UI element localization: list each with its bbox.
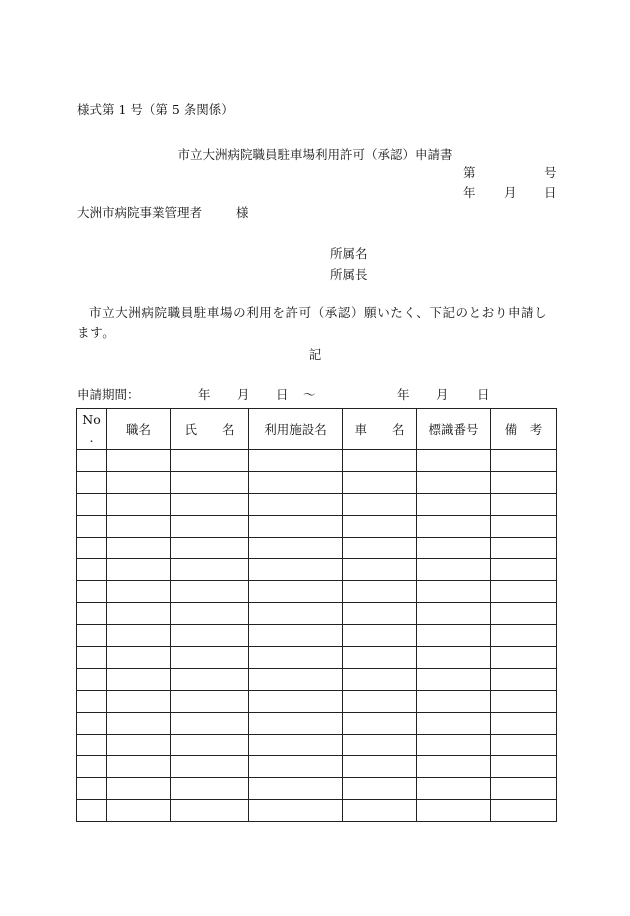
plate-cell [417,450,491,472]
facility-cell [249,647,343,669]
vehicle-table [76,408,557,822]
remarks-cell [491,800,557,822]
car-cell [343,756,417,778]
addressee-honorific: 様 [236,205,249,220]
table-row [77,756,557,778]
position-cell [107,778,171,800]
facility-cell [249,668,343,690]
name-cell [171,559,249,581]
facility-cell [249,800,343,822]
date-day-label: 日 [544,185,557,200]
remarks-cell [491,778,557,800]
no-cell [77,559,107,581]
facility-cell [249,603,343,625]
plate-cell [417,690,491,712]
plate-cell [417,756,491,778]
no-cell [77,625,107,647]
name-cell [171,668,249,690]
name-cell [171,537,249,559]
position-cell [107,515,171,537]
no-cell [77,668,107,690]
table-row [77,581,557,603]
table-row [77,603,557,625]
no-cell [77,515,107,537]
facility-cell [249,734,343,756]
plate-cell [417,625,491,647]
facility-cell [249,756,343,778]
plate-cell [417,778,491,800]
car-cell [343,734,417,756]
no-cell [77,712,107,734]
table-row [77,778,557,800]
table-row [77,625,557,647]
department-label: 所属名 [330,246,368,261]
remarks-cell [491,668,557,690]
period-end-year: 年 [397,387,410,402]
remarks-cell [491,450,557,472]
name-cell [171,712,249,734]
period-end-day: 日 [477,387,490,402]
facility-cell [249,493,343,515]
table-row [77,668,557,690]
facility-cell [249,515,343,537]
ki-heading: 記 [308,347,322,362]
car-cell [343,581,417,603]
position-cell [107,712,171,734]
table-row [77,515,557,537]
name-cell [171,734,249,756]
remarks-cell [491,537,557,559]
no-cell [77,647,107,669]
request-body-text: 市立大洲病院職員駐車場の利用を許可（承認）願いたく、下記のとおり申請します。 [77,305,548,340]
no-cell [77,778,107,800]
period-start-year: 年 [198,387,211,402]
plate-cell [417,515,491,537]
car-cell [343,778,417,800]
document-title: 市立大洲病院職員駐車場利用許可（承認）申請書 [177,147,453,162]
position-cell [107,647,171,669]
car-cell [343,471,417,493]
no-cell [77,690,107,712]
no-cell [77,756,107,778]
plate-cell [417,647,491,669]
period-label: 申請期間： [77,387,140,402]
position-cell [107,493,171,515]
header-no [77,409,107,450]
doc-number-prefix: 第 [463,165,476,180]
name-cell [171,581,249,603]
name-cell [171,778,249,800]
remarks-cell [491,559,557,581]
plate-cell [417,603,491,625]
car-cell [343,800,417,822]
position-cell [107,734,171,756]
header-no-dot: . [89,430,94,445]
header-car: 車 名 [343,409,417,450]
doc-number-suffix: 号 [544,165,557,180]
header-name: 氏 名 [171,409,249,450]
car-cell [343,559,417,581]
chief-label: 所属長 [330,267,368,282]
facility-cell [249,581,343,603]
plate-cell [417,734,491,756]
name-cell [171,450,249,472]
table-row [77,800,557,822]
position-cell [107,471,171,493]
car-cell [343,690,417,712]
table-row [77,450,557,472]
table-row [77,559,557,581]
position-cell [107,625,171,647]
name-cell [171,471,249,493]
plate-cell [417,581,491,603]
car-cell [343,493,417,515]
remarks-cell [491,625,557,647]
car-cell [343,450,417,472]
plate-cell [417,559,491,581]
remarks-cell [491,756,557,778]
name-cell [171,603,249,625]
plate-cell [417,537,491,559]
name-cell [171,647,249,669]
period-start-day: 日 [276,387,289,402]
plate-cell [417,712,491,734]
position-cell [107,537,171,559]
table-header-row [77,409,557,450]
no-cell [77,603,107,625]
facility-cell [249,690,343,712]
remarks-cell [491,647,557,669]
car-cell [343,647,417,669]
car-cell [343,515,417,537]
no-cell [77,734,107,756]
remarks-cell [491,690,557,712]
period-range-tilde: 〜 [303,387,316,402]
date-month-label: 月 [504,185,517,200]
facility-cell [249,559,343,581]
remarks-cell [491,581,557,603]
car-cell [343,603,417,625]
remarks-cell [491,712,557,734]
no-cell [77,493,107,515]
addressee-name: 大洲市病院事業管理者 [77,205,203,220]
no-cell [77,800,107,822]
position-cell [107,668,171,690]
position-cell [107,581,171,603]
table-row [77,493,557,515]
facility-cell [249,712,343,734]
facility-cell [249,778,343,800]
no-cell [77,471,107,493]
header-plate: 標識番号 [417,409,491,450]
name-cell [171,756,249,778]
car-cell [343,712,417,734]
facility-cell [249,537,343,559]
table-row [77,647,557,669]
facility-cell [249,625,343,647]
remarks-cell [491,493,557,515]
period-end-month: 月 [436,387,449,402]
facility-cell [249,450,343,472]
table-row [77,537,557,559]
table-row [77,471,557,493]
position-cell [107,559,171,581]
position-cell [107,800,171,822]
header-no-text: No [82,412,101,427]
plate-cell [417,668,491,690]
remarks-cell [491,734,557,756]
remarks-cell [491,471,557,493]
period-start-month: 月 [237,387,250,402]
plate-cell [417,800,491,822]
position-cell [107,450,171,472]
name-cell [171,800,249,822]
date-year-label: 年 [463,185,476,200]
facility-cell [249,471,343,493]
car-cell [343,625,417,647]
plate-cell [417,471,491,493]
table-row [77,734,557,756]
plate-cell [417,493,491,515]
table-row [77,712,557,734]
header-remarks: 備 考 [491,409,557,450]
position-cell [107,603,171,625]
position-cell [107,756,171,778]
name-cell [171,690,249,712]
remarks-cell [491,603,557,625]
table-row [77,690,557,712]
name-cell [171,515,249,537]
no-cell [77,450,107,472]
header-facility: 利用施設名 [249,409,343,450]
no-cell [77,537,107,559]
no-cell [77,581,107,603]
table-body [77,450,557,822]
name-cell [171,625,249,647]
form-number: 様式第 1 号（第 5 条関係） [77,102,234,117]
header-position: 職名 [107,409,171,450]
position-cell [107,690,171,712]
remarks-cell [491,515,557,537]
car-cell [343,668,417,690]
name-cell [171,493,249,515]
car-cell [343,537,417,559]
